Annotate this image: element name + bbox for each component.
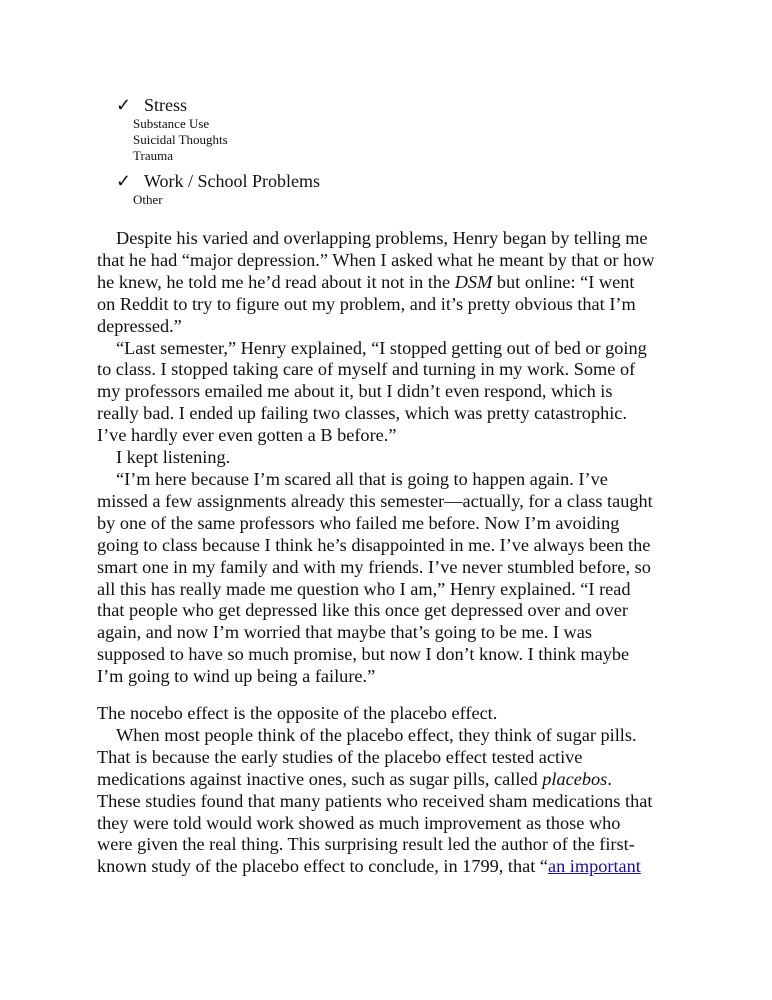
text-line: they were told would work showed as much improvement as those who <box>97 812 621 833</box>
text-line: That is because the early studies of the placebo effect tested active <box>97 746 583 767</box>
footnote-link[interactable]: an important <box>547 856 641 877</box>
paragraph-kept-listening <box>97 447 677 469</box>
text-line <box>97 769 677 791</box>
text-line: These studies found that many patients who received sham medications that <box>97 790 653 811</box>
text-segment: . <box>607 768 612 789</box>
text-line: that people who get depressed like this once get depressed over and over <box>97 600 628 621</box>
text-line: supposed to have so much promise, but now I don’t know. I think maybe <box>97 644 630 665</box>
nocebo-section <box>97 703 677 878</box>
text-line: I’ve hardly ever even gotten a B before.” <box>97 425 397 446</box>
text-line: by one of the same professors who failed me before. Now I’m avoiding <box>97 512 620 533</box>
text-line: smart one in my family and with my friends. I’ve never stumbled before, so <box>97 556 651 577</box>
text-line: missed a few assignments already this semester—actually, for a class taught <box>97 490 653 511</box>
text-line: to class. I stopped taking care of myself and turning in my work. Some of <box>97 359 636 380</box>
text-line: that he had “major depression.” When I asked what he meant by that or how <box>97 249 655 270</box>
paragraph-nocebo-definition <box>97 703 677 725</box>
placebos-italic: placebos <box>542 768 608 789</box>
text-line: When most people think of the placebo effect, they think of sugar pills. <box>116 724 637 745</box>
text-segment: medications against inactive ones, such as sugar pills, called <box>97 768 543 789</box>
text-segment: he knew, he told me he’d read about it not in the <box>97 271 455 292</box>
symptom-checklist <box>116 94 716 208</box>
text-line: depressed.” <box>97 315 182 336</box>
checklist-subitem-other: Other <box>133 192 163 207</box>
paragraph-placebo-history <box>97 725 677 878</box>
text-line <box>97 272 677 294</box>
text-segment: but online: “I went <box>492 271 635 292</box>
checklist-subitem-suicidal-thoughts: Suicidal Thoughts <box>133 132 228 147</box>
text-line: really bad. I ended up failing two classes, which was pretty catastrophic. <box>97 403 627 424</box>
case-narrative <box>97 228 677 688</box>
checklist-item-label: Stress <box>144 95 188 115</box>
checklist-subitem-trauma: Trauma <box>133 148 173 163</box>
text-line: were given the real thing. This surprising result led the author of the first- <box>97 834 635 855</box>
text-line <box>97 856 677 878</box>
checkmark-icon: ✓ <box>116 95 132 115</box>
checklist-subitem-substance-use: Substance Use <box>133 116 210 131</box>
text-segment: known study of the placebo effect to conclude, in 1799, that “ <box>97 856 548 877</box>
text-line: on Reddit to try to figure out my problem, and it’s pretty obvious that I’m <box>97 293 636 314</box>
checkmark-icon: ✓ <box>116 171 132 191</box>
text-line: The nocebo effect is the opposite of the placebo effect. <box>97 703 498 723</box>
text-line: all this has really made me question who I am,” Henry explained. “I read <box>97 578 631 599</box>
text-line: I’m going to wind up being a failure.” <box>97 666 376 687</box>
text-line: going to class because I think he’s disappointed in me. I’ve always been the <box>97 534 651 555</box>
text-line: “I’m here because I’m scared all that is going to happen again. I’ve <box>116 468 608 489</box>
checklist-item-stress <box>116 94 716 116</box>
text-line: Despite his varied and overlapping problems, Henry began by telling me <box>116 228 648 248</box>
text-line: “Last semester,” Henry explained, “I stopped getting out of bed or going <box>116 337 647 358</box>
paragraph-henry-intro <box>97 228 677 338</box>
checklist-item-label: Work / School Problems <box>144 171 321 191</box>
text-line: I kept listening. <box>116 447 231 468</box>
paragraph-last-semester <box>97 338 677 448</box>
text-line: again, and now I’m worried that maybe that’s going to be me. I was <box>97 622 592 643</box>
paragraph-henry-worries <box>97 469 677 688</box>
checklist-item-work-school <box>116 170 716 192</box>
dsm-italic: DSM <box>454 271 493 292</box>
text-line: my professors emailed me about it, but I didn’t even respond, which is <box>97 381 613 402</box>
